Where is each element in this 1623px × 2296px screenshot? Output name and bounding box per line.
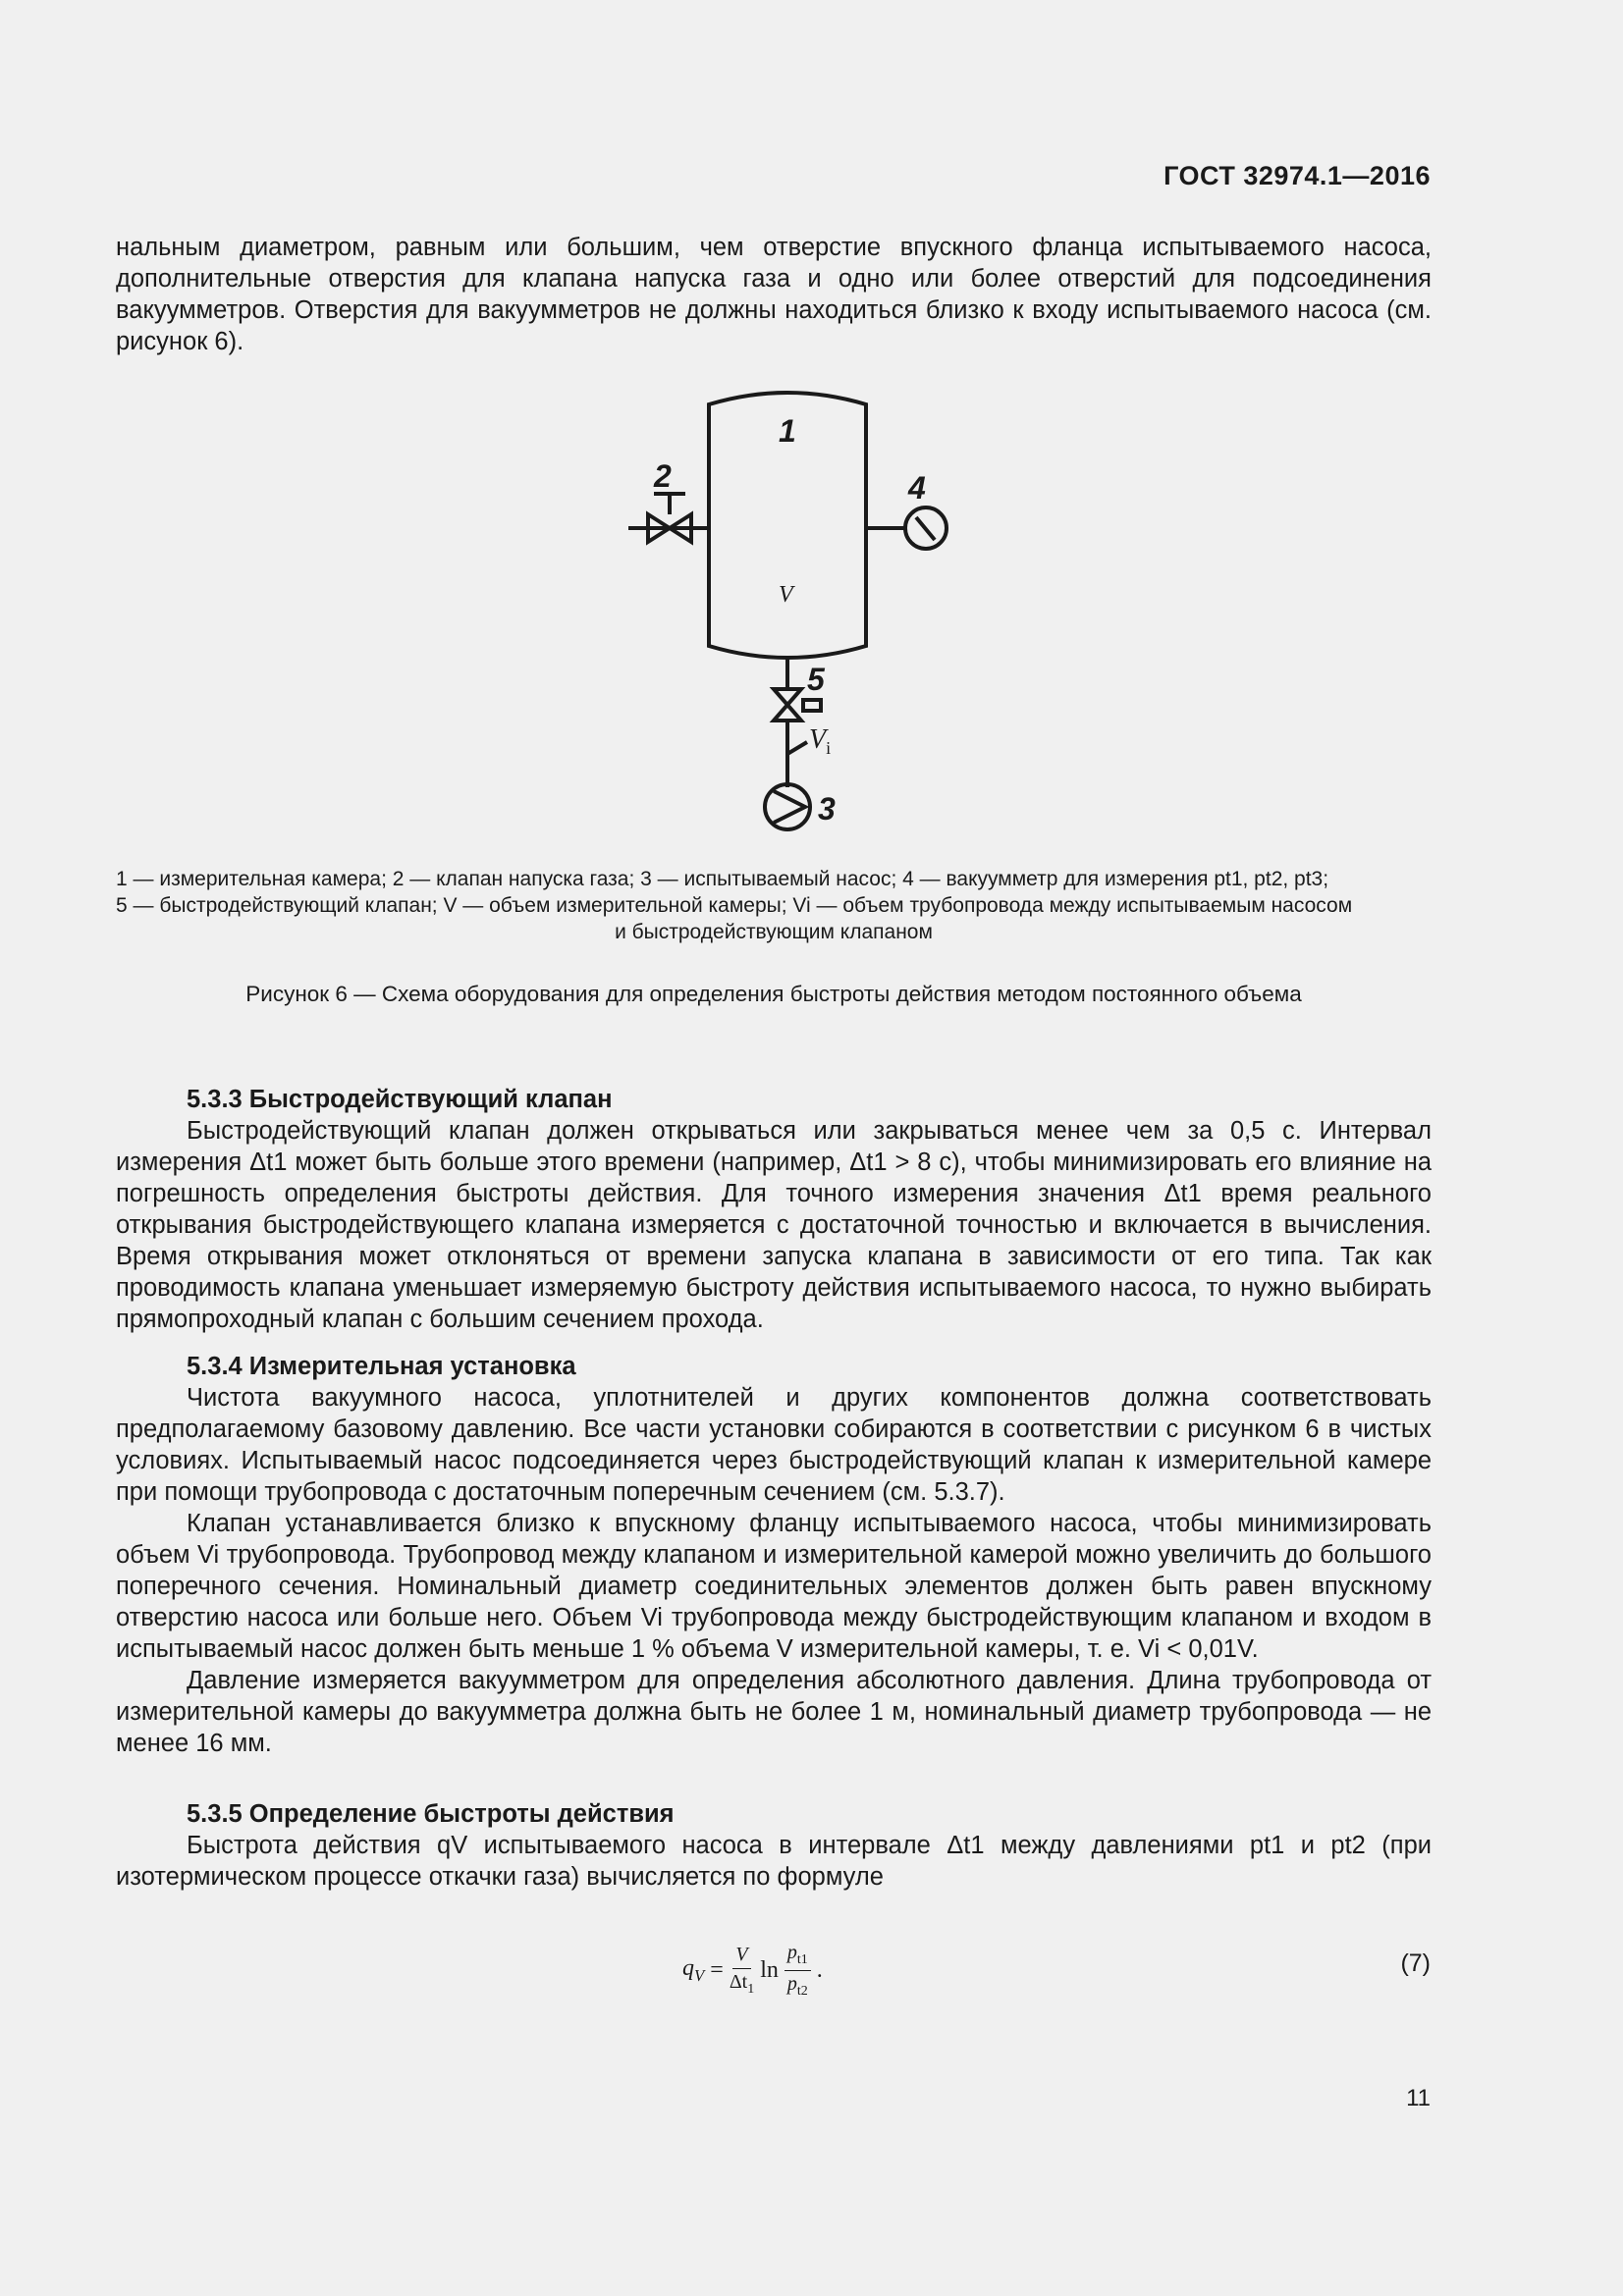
figure-caption: Рисунок 6 — Схема оборудования для определения быстроты действия методом постоянного объема bbox=[245, 982, 1302, 1006]
formula-lhs: $q_V$ bbox=[682, 1955, 705, 1985]
formula-equals: = bbox=[710, 1957, 724, 1983]
label-2: 2 bbox=[654, 458, 672, 494]
formula-fraction-1: $\frac{V}{\Delta t_1}$ bbox=[729, 1944, 755, 1997]
intro-block bbox=[116, 232, 1432, 357]
section-5-3-4-paragraph-3: Давление измеряется вакуумметром для определения абсолютного давления. Длина трубопровода от измерительной камеры до вакуумметра должна быть не более 1 м, номинальный диаметр трубопровода — не менее 16 мм. bbox=[116, 1667, 1432, 1757]
page-number: 11 bbox=[1406, 2085, 1431, 2111]
section-5-3-4-paragraph-2: Клапан устанавливается близко к впускному фланцу испытываемого насоса, чтобы минимизировать объем Vi трубопровода. Трубопровод между клапаном и измерительной камерой можно увеличить до большого поперечного сечения. Номинальный диаметр соединительных элементов должен быть равен впускному отверстию насоса или больше него. Объем Vi трубопровода между быстродействующим клапаном и входом в испытываемый насос должен быть меньше 1 % объема V измерительной камеры, т. е. Vi < 0,01V. bbox=[116, 1510, 1432, 1663]
legend-line-3: и быстродействующим клапаном bbox=[615, 921, 933, 943]
figure-legend bbox=[116, 866, 1432, 945]
label-v: V bbox=[779, 582, 793, 608]
label-vi: $V_i$ bbox=[809, 724, 832, 758]
section-5-3-4 bbox=[116, 1351, 1432, 1759]
equation-number: (7) bbox=[1400, 1949, 1431, 1977]
label-4: 4 bbox=[908, 470, 926, 506]
section-5-3-4-paragraph-1: Чистота вакуумного насоса, уплотнителей и других компонентов должна соответствовать предполагаемому базовому давлению. Все части установки собираются в соответствии с рисунком 6 в чистых условиях. Испытываемый насос подсоединяется через быстродействующий клапан к измерительной камере при помощи трубопровода с достаточным поперечным сечением (см. 5.3.7). bbox=[116, 1384, 1432, 1506]
legend-line-1: 1 — измерительная камера; 2 — клапан напуска газа; 3 — испытываемый насос; 4 — вакуумметр для измерения pt1, pt2, pt3; bbox=[116, 868, 1329, 890]
fast-acting-valve bbox=[774, 689, 801, 721]
section-5-3-5 bbox=[116, 1798, 1432, 1893]
equipment-diagram bbox=[589, 383, 982, 834]
section-text-5-3-3: Быстродействующий клапан должен открываться или закрываться менее чем за 0,5 с. Интервал измерения Δt1 может быть больше этого времени (например, Δt1 > 8 с), чтобы минимизировать его влияние на погрешность определения быстроты действия. Для точного измерения значения Δt1 время реального открывания быстродействующего клапана измеряется с достаточной точностью и включается в вычисления. Время открывания может отклоняться от времени запуска клапана в зависимости от его типа. Так как проводимость клапана уменьшает измеряемую быстроту действия испытываемого насоса, то нужно выбирать прямопроходный клапан с большим сечением прохода. bbox=[116, 1117, 1432, 1333]
formula-7 bbox=[682, 1942, 823, 2000]
label-5: 5 bbox=[807, 662, 825, 697]
legend-line-2: 5 — быстродействующий клапан; V — объем измерительной камеры; Vi — объем трубопровода между испытываемым насосом bbox=[116, 894, 1353, 917]
intro-paragraph: нальным диаметром, равным или большим, чем отверстие впускного фланца испытываемого насоса, дополнительные отверстия для клапана напуска газа и одно или более отверстий для подсоединения вакуумметров. Отверстия для вакуумметров не должны находиться близко к входу испытываемого насоса (см. рисунок 6). bbox=[116, 234, 1432, 355]
formula-fraction-2: $\frac{p_{t1}}{p_{t2}}$ bbox=[784, 1942, 811, 2000]
section-text-5-3-5: Быстрота действия qV испытываемого насоса в интервале Δt1 между давлениями pt1 и pt2 (при изотермическом процессе откачки газа) вычисляется по формуле bbox=[116, 1832, 1432, 1891]
label-1: 1 bbox=[779, 413, 796, 449]
section-title-5-3-4: 5.3.4 Измерительная установка bbox=[187, 1353, 576, 1380]
label-3: 3 bbox=[818, 791, 836, 827]
section-5-3-3 bbox=[116, 1084, 1432, 1335]
section-title-5-3-5: 5.3.5 Определение быстроты действия bbox=[187, 1800, 675, 1828]
section-title-5-3-3: 5.3.3 Быстродействующий клапан bbox=[187, 1086, 613, 1113]
standard-header: ГОСТ 32974.1—2016 bbox=[1163, 161, 1431, 190]
formula-dot: . bbox=[816, 1957, 823, 1983]
formula-ln: ln bbox=[760, 1957, 779, 1983]
